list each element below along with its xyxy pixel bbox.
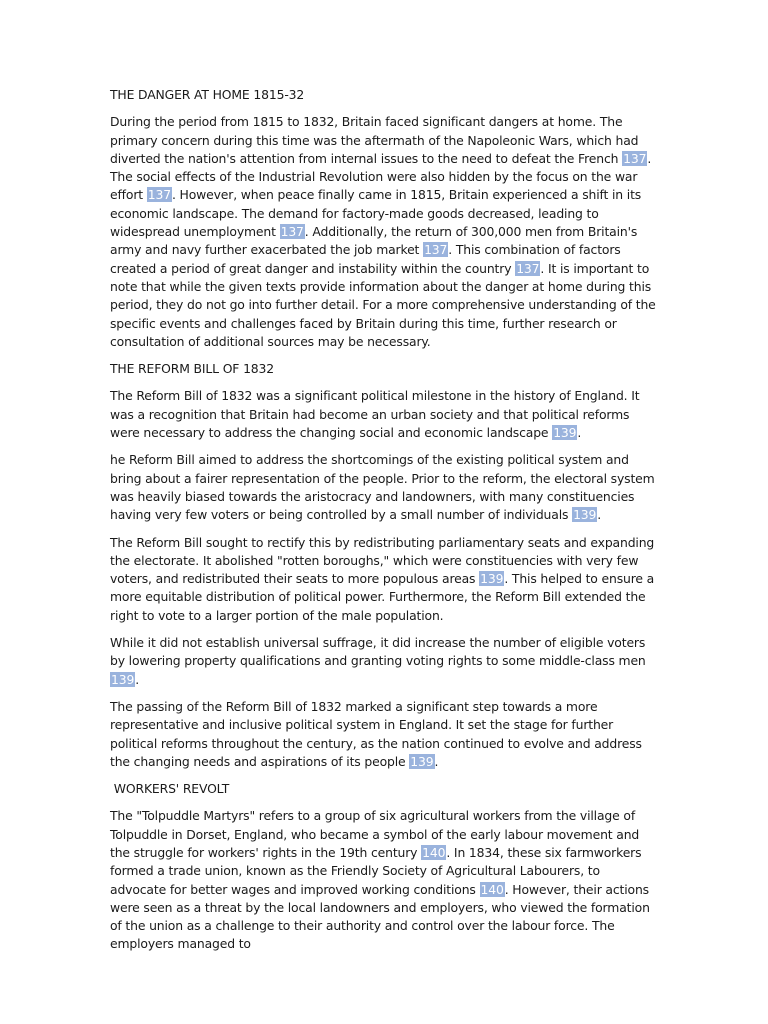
paragraph-text: . However, when peace finally came in 1815, Britain experienced a shift in its economic landscape. The demand for factory-made goods decreased, leading to widespread unemployment [110,187,642,240]
paragraph [110,807,658,953]
paragraph-text: . In 1834, these six farmworkers formed a trade union, known as the Friendly Society of Agricultural Labourers, to advocate for better wages and improved working conditions [110,844,642,897]
paragraph-text: . It is important to note that while the given texts provide information about the danger at home during this period, they do not go into further detail. For a more comprehensive understanding of the specific events and challenges faced by Britain during this time, further research or consultation of additional sources may be necessary. [110,260,656,349]
citation-marker[interactable]: 139 [553,425,577,441]
paragraph [110,387,658,442]
citation-marker[interactable]: 137 [280,224,304,240]
citation-marker[interactable]: 139 [573,507,597,523]
paragraph-text: . [434,753,439,769]
citation-marker[interactable]: 139 [480,571,504,587]
citation-marker[interactable]: 137 [147,187,171,203]
citation-marker[interactable]: 139 [111,671,135,687]
citation-marker[interactable]: 137 [424,242,448,258]
paragraph [110,451,658,524]
paragraph-text: . [577,425,582,441]
citation-marker[interactable]: 137 [516,260,540,276]
paragraph [110,698,658,771]
paragraph [110,113,658,351]
paragraph-text: The "Tolpuddle Martyrs" refers to a group of six agricultural workers from the village of Tolpuddle in Dorset, England, who became a symbol of the early labour movement and the struggle for workers' rights in the 19th century [110,808,640,860]
paragraph-text: The Reform Bill of 1832 was a significant political milestone in the history of England. It was a recognition that Britain had become an urban society and that political reforms were necessary to address the changing social and economic landscape [110,388,640,441]
paragraph-text: . This helped to ensure a more equitable distribution of political power. Furthermore, the Reform Bill extended the right to vote to a larger portion of the male population. [110,571,655,623]
citation-marker[interactable]: 137 [623,150,647,166]
section-heading: THE DANGER AT HOME 1815-32 [110,87,305,102]
paragraph-text: While it did not establish universal suffrage, it did increase the number of eligible voters by lowering property qualifications and granting voting rights to some middle-class men [110,635,646,669]
paragraph-text: . [597,507,602,523]
paragraph-text: The passing of the Reform Bill of 1832 marked a significant step towards a more representative and inclusive political system in England. It set the stage for further political reforms throughout the century, as the nation continued to evolve and address the changing needs and aspirations of its people [110,698,642,769]
document-page [110,86,658,963]
section-heading: WORKERS' REVOLT [110,781,230,797]
paragraph [110,634,658,689]
citation-marker[interactable]: 139 [410,753,434,769]
paragraph-text: he Reform Bill aimed to address the shortcomings of the existing political system and bring about a fairer representation of the people. Prior to the reform, the electoral system was heavily biased towards the aristocracy and landowners, with many constituencies having very few voters or being controlled by a small number of individuals [110,452,655,523]
citation-marker[interactable]: 140 [422,844,446,860]
paragraph-text: . This combination of factors created a period of great danger and instability within the country [110,242,621,276]
paragraph-text: During the period from 1815 to 1832, Britain faced significant dangers at home. The primary concern during this time was the aftermath of the Napoleonic Wars, which had diverted the nation's attention from internal issues to the need to defeat the French [110,114,639,166]
paragraph-text: . Additionally, the return of 300,000 men from Britain's army and navy further exacerbated the job market [110,224,638,258]
paragraph-text: The Reform Bill sought to rectify this by redistributing parliamentary seats and expanding the electorate. It abolished "rotten boroughs," which were constituencies with very few voters, and redistributed their seats to more populous areas [110,534,655,587]
paragraph-text: . The social effects of the Industrial Revolution were also hidden by the focus on the war effort [110,150,652,203]
paragraph-text: . However, their actions were seen as a threat by the local landowners and employers, who viewed the formation of the union as a challenge to their authority and control over the labour force. The employers managed to [110,881,650,952]
paragraph-text: . [135,671,139,687]
paragraph [110,534,658,625]
section-heading: THE REFORM BILL OF 1832 [110,361,275,377]
citation-marker[interactable]: 140 [480,881,504,897]
